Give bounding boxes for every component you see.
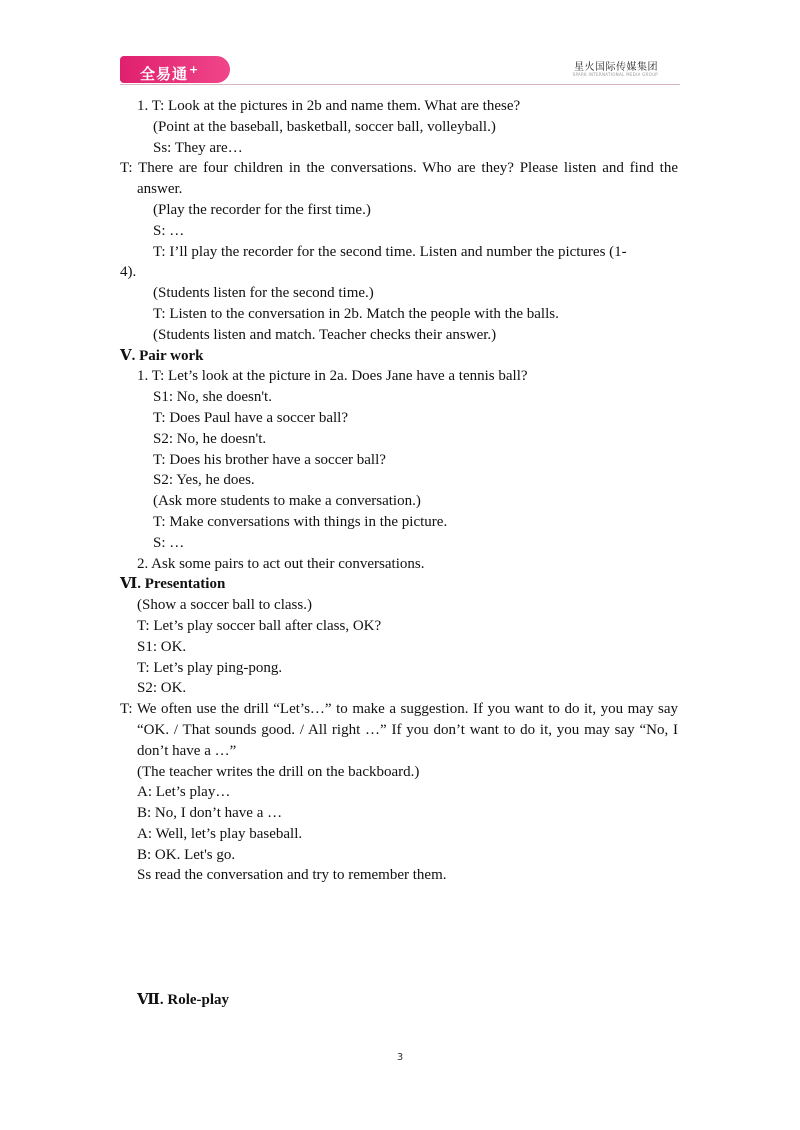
text-line: T: Listen to the conversation in 2b. Match the people with the balls. bbox=[153, 305, 559, 322]
text-line: (Students listen and match. Teacher checks their answer.) bbox=[153, 326, 497, 343]
section-heading-pair-work: Ⅴ. Pair work bbox=[120, 347, 204, 364]
text-line: S2: No, he doesn't. bbox=[153, 430, 267, 447]
text-line: T: Let’s play soccer ball after class, OK? bbox=[137, 617, 382, 634]
text-line: B: No, I don’t have a … bbox=[137, 805, 283, 822]
text-line: A: Well, let’s play baseball. bbox=[137, 825, 303, 842]
text-line: (The teacher writes the drill on the backboard.) bbox=[137, 763, 420, 780]
text-line: S1: OK. bbox=[137, 638, 187, 655]
logo-text: 全易通 bbox=[140, 65, 189, 83]
header-divider bbox=[120, 84, 680, 85]
section-heading-presentation: Ⅵ. Presentation bbox=[120, 576, 226, 593]
page-header bbox=[120, 54, 680, 86]
section-heading-role-play: Ⅶ. Role-play bbox=[137, 992, 230, 1009]
blank-space bbox=[120, 886, 678, 990]
text-line: S2: Yes, he does. bbox=[153, 472, 255, 489]
text-line: S1: No, she doesn't. bbox=[153, 389, 272, 406]
text-line: T: Does his brother have a soccer ball? bbox=[153, 451, 386, 468]
text-line: 1. T: Let’s look at the picture in 2a. Does Jane have a tennis ball? bbox=[137, 368, 528, 385]
text-line: S2: OK. bbox=[137, 680, 187, 697]
brand-logo bbox=[120, 56, 230, 83]
company-name: 星火国际传媒集团 bbox=[574, 62, 658, 73]
logo-plus: + bbox=[189, 63, 200, 76]
text-line: (Play the recorder for the first time.) bbox=[153, 201, 371, 218]
text-paragraph: T: There are four children in the conversations. Who are they? Please listen and find the answer. bbox=[120, 160, 678, 198]
company-subtitle: SPARK INTERNATIONAL MEDIA GROUP bbox=[572, 72, 658, 77]
document-body bbox=[120, 96, 678, 1011]
text-line: B: OK. Let's go. bbox=[137, 846, 236, 863]
text-line: (Point at the baseball, basketball, soccer ball, volleyball.) bbox=[153, 118, 496, 135]
text-line: Ss: They are… bbox=[153, 139, 243, 156]
text-line: 4). bbox=[120, 264, 137, 281]
text-line: T: Let’s play ping-pong. bbox=[137, 659, 283, 676]
text-line: 1. T: Look at the pictures in 2b and name them. What are these? bbox=[137, 98, 521, 114]
text-paragraph: T: We often use the drill “Let’s…” to make a suggestion. If you want to do it, you may say “OK. / That sounds good. / All right …” If you don’t want to do it, you may say “No, I don’t have a …” bbox=[120, 701, 678, 759]
text-line: T: Make conversations with things in the picture. bbox=[153, 513, 448, 530]
text-line: (Ask more students to make a conversation.) bbox=[153, 493, 421, 510]
text-line: (Show a soccer ball to class.) bbox=[137, 597, 312, 614]
text-line: T: I’ll play the recorder for the second time. Listen and number the pictures (1- bbox=[153, 243, 627, 260]
text-line: 2. Ask some pairs to act out their conversations. bbox=[137, 555, 425, 572]
text-line: A: Let’s play… bbox=[137, 784, 231, 801]
page-number: 3 bbox=[396, 1052, 404, 1063]
text-line: T: Does Paul have a soccer ball? bbox=[153, 409, 349, 426]
text-line: Ss read the conversation and try to remember them. bbox=[137, 867, 447, 884]
text-line: S: … bbox=[153, 534, 185, 551]
text-line: S: … bbox=[153, 222, 185, 239]
text-line: (Students listen for the second time.) bbox=[153, 285, 374, 302]
